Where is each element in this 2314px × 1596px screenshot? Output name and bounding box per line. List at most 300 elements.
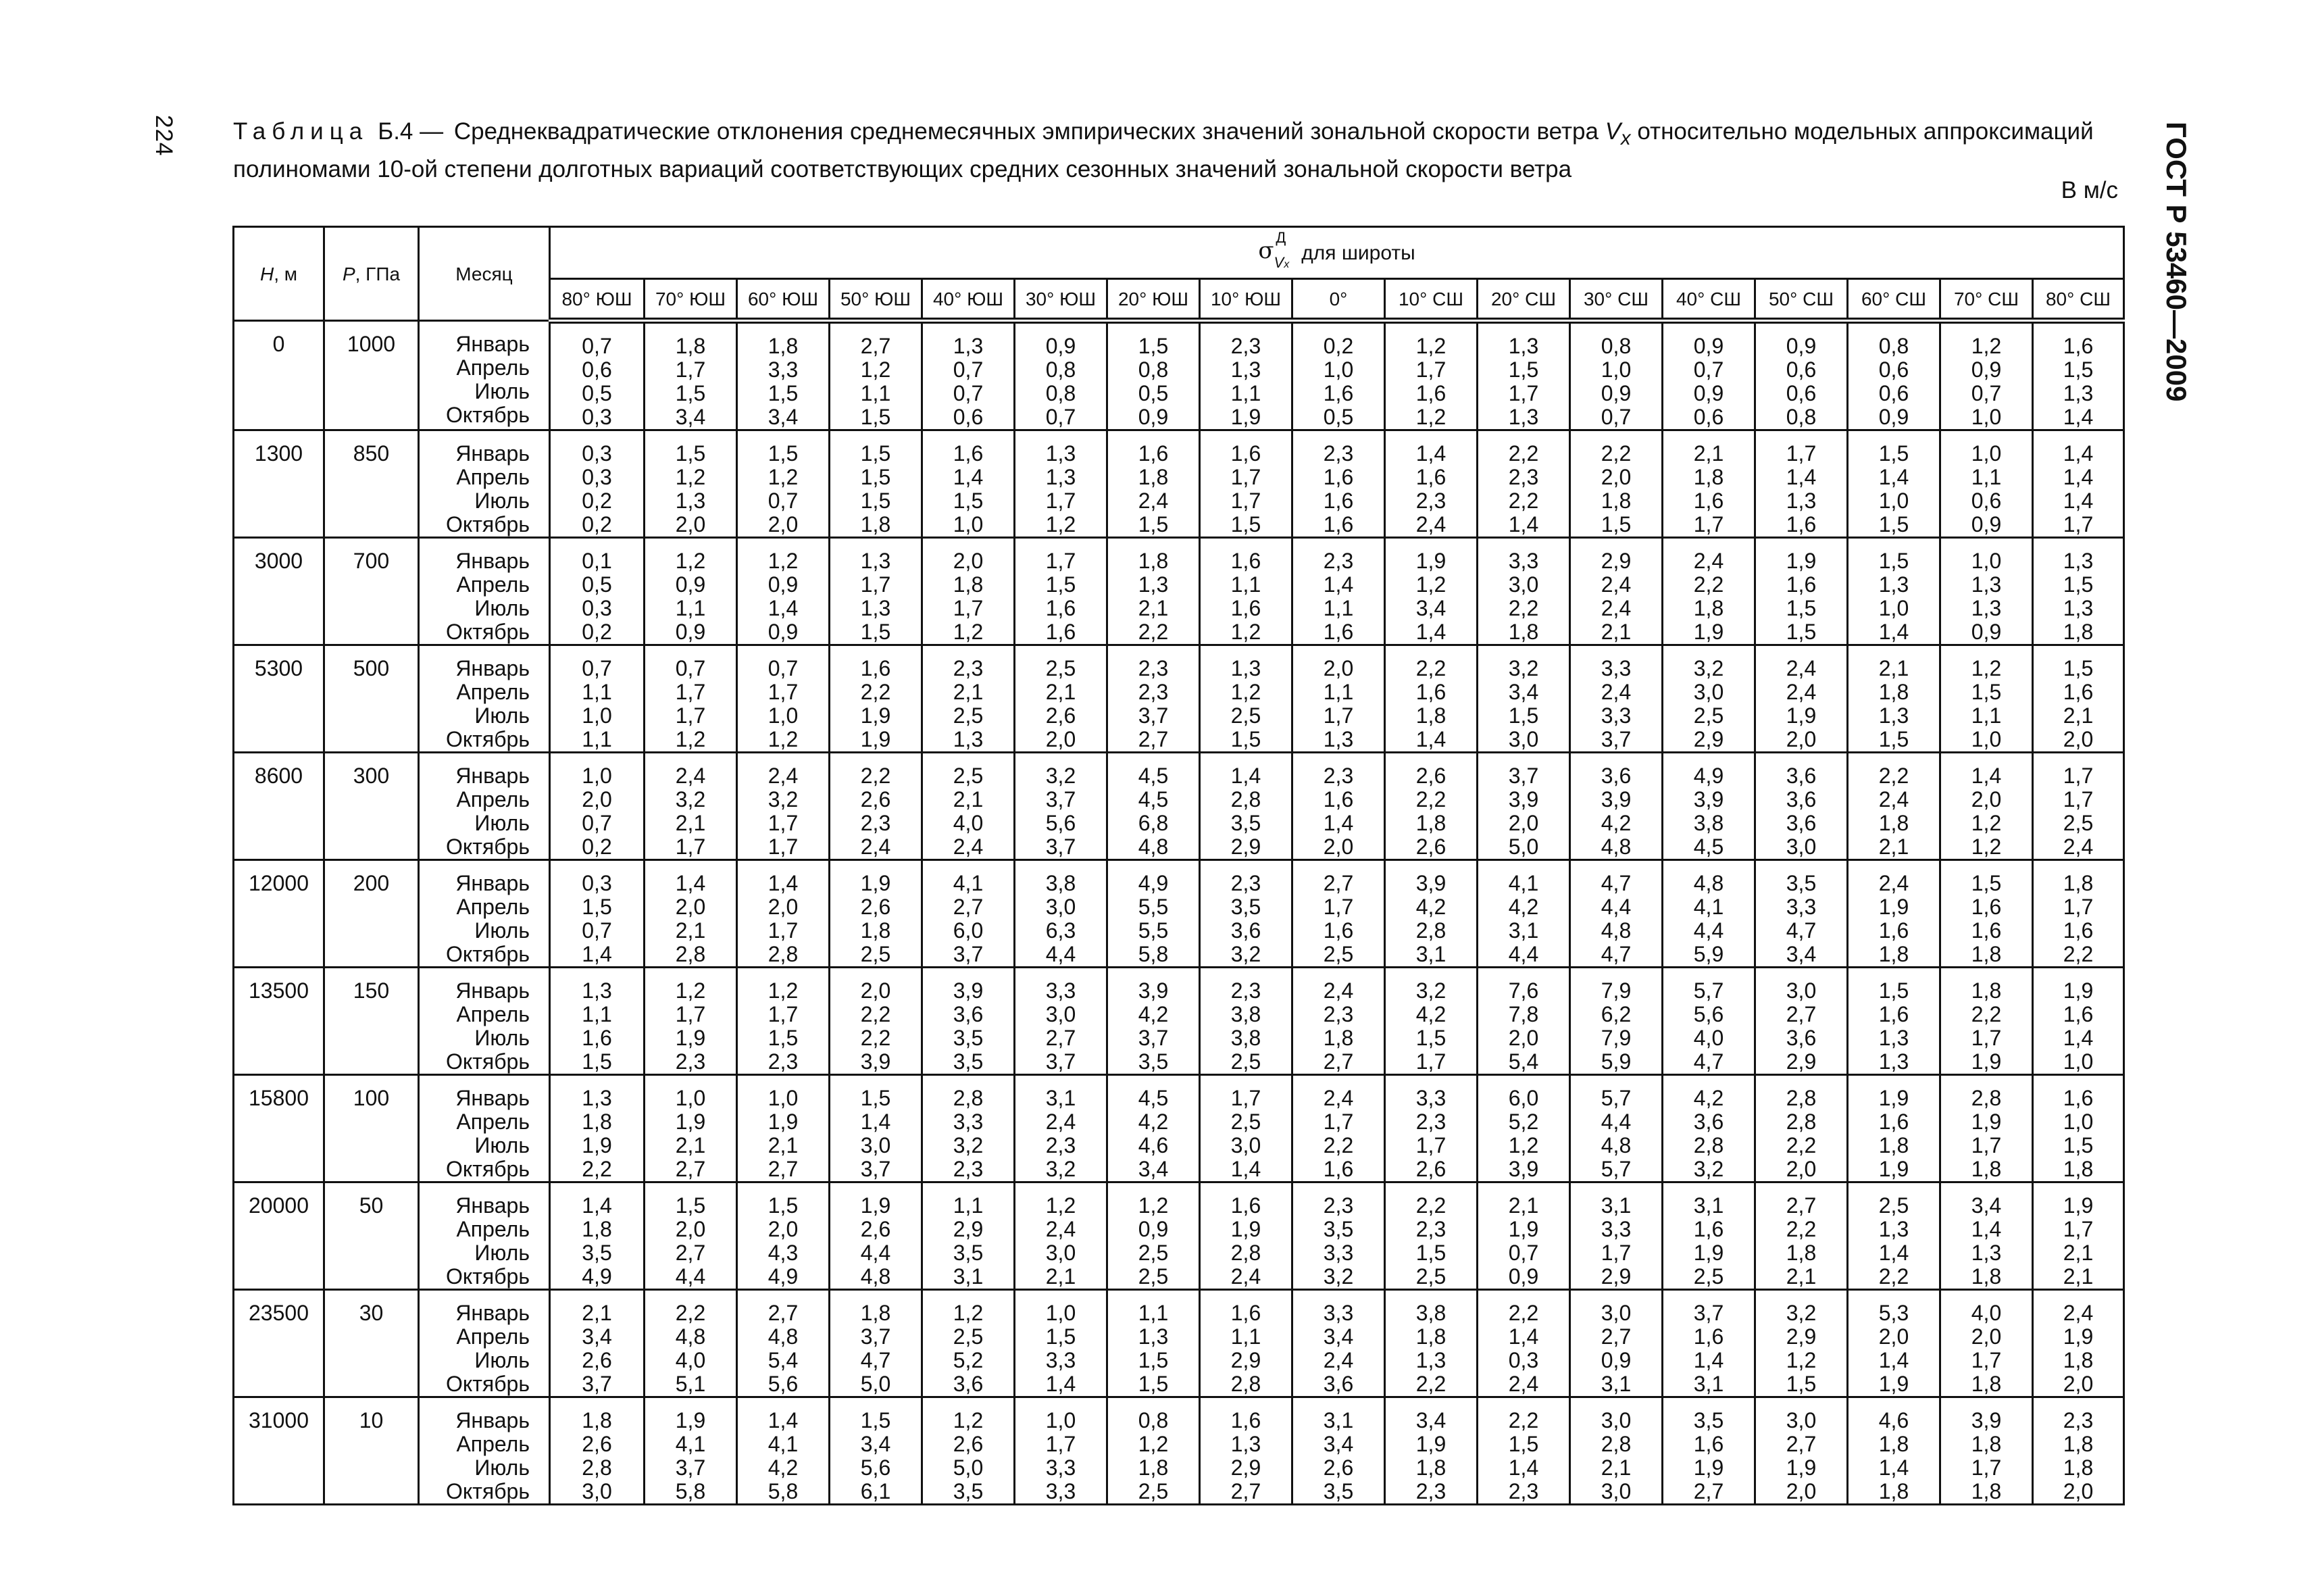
value: 1,7 (1323, 703, 1354, 728)
value-cell (1663, 860, 1755, 968)
value-cell (1478, 860, 1570, 968)
value: 3,2 (675, 787, 706, 812)
value-cell (1107, 321, 1200, 430)
value: 1,6 (2063, 1002, 2094, 1026)
value: 1,5 (860, 465, 891, 489)
value: 3,7 (1138, 1026, 1169, 1050)
value: 2,2 (1415, 1193, 1447, 1218)
data-table (232, 226, 2125, 1505)
value: 1,5 (953, 489, 984, 513)
value: 2,4 (2063, 834, 2094, 859)
value-cell (1663, 321, 1755, 430)
value: 0,2 (582, 489, 612, 513)
month-label: Апрель (456, 572, 530, 597)
value: 3,7 (953, 942, 984, 966)
value: 1,3 (1878, 703, 1909, 728)
value-cell (1570, 1182, 1663, 1290)
value: 0,5 (582, 572, 612, 597)
value: 1,2 (675, 465, 706, 489)
value: 3,4 (1971, 1193, 2002, 1218)
value: 2,1 (1045, 680, 1076, 704)
value-cell (1848, 1182, 1940, 1290)
value: 3,6 (1786, 764, 1817, 788)
height-cell: 23500 (234, 1290, 324, 1397)
value: 1,7 (1045, 1432, 1076, 1456)
value: 1,8 (1138, 549, 1169, 573)
value-cell (645, 430, 737, 538)
value-cell (922, 1075, 1015, 1182)
value: 2,5 (1230, 1109, 1261, 1134)
value: 4,1 (768, 1432, 799, 1456)
value: 1,5 (675, 441, 706, 466)
value: 3,5 (1138, 1049, 1169, 1074)
value: 5,7 (1601, 1157, 1632, 1181)
value: 1,8 (1971, 1372, 2002, 1396)
value: 1,1 (582, 680, 612, 704)
month-label: Июль (474, 703, 530, 728)
value-cell (1107, 968, 1200, 1075)
value: 1,8 (1878, 1479, 1909, 1503)
height-cell: 1300 (234, 430, 324, 538)
value: 2,2 (1138, 620, 1169, 644)
value: 1,8 (1415, 1455, 1447, 1480)
value: 1,5 (1138, 1348, 1169, 1372)
value: 1,3 (1415, 1348, 1447, 1372)
value: 1,8 (1323, 1026, 1354, 1050)
value: 1,5 (860, 1086, 891, 1110)
value-cell (2033, 968, 2124, 1075)
value: 3,0 (1786, 1408, 1817, 1432)
value-cell (2033, 753, 2124, 860)
value-cell (1200, 860, 1292, 968)
value: 1,7 (1230, 489, 1261, 513)
value-cell (1478, 538, 1570, 645)
value: 4,9 (1138, 871, 1169, 895)
value-cell (1385, 1182, 1478, 1290)
caption-variable: $V_x$ (1605, 118, 1631, 149)
value-cell (1663, 1075, 1755, 1182)
value: 1,4 (1508, 1455, 1539, 1480)
value: 5,0 (1508, 834, 1539, 859)
value-cell (1385, 1290, 1478, 1397)
value: 2,4 (1323, 1348, 1354, 1372)
month-label: Октябрь (445, 942, 530, 966)
value: 2,6 (1415, 1157, 1447, 1181)
value: 1,2 (1415, 405, 1447, 429)
value: 1,9 (675, 1408, 706, 1432)
value-cell (737, 321, 830, 430)
value-cell (830, 538, 922, 645)
value-cell (922, 968, 1015, 1075)
value: 4,4 (1601, 1109, 1632, 1134)
value: 1,6 (1786, 512, 1817, 537)
value: 3,7 (582, 1372, 612, 1396)
value: 1,5 (2063, 357, 2094, 382)
value-cell (737, 968, 830, 1075)
value-cell (1292, 1290, 1385, 1397)
value: 1,5 (1415, 1241, 1447, 1265)
value: 1,4 (768, 871, 799, 895)
value: 1,5 (860, 405, 891, 429)
value: 2,5 (2063, 811, 2094, 835)
value: 1,6 (1323, 620, 1354, 644)
value: 2,9 (1230, 1348, 1261, 1372)
value: 2,2 (1415, 787, 1447, 812)
value: 1,3 (953, 334, 984, 358)
value: 1,3 (1971, 572, 2002, 597)
value: 1,5 (1878, 549, 1909, 573)
value: 1,7 (1323, 895, 1354, 919)
value: 1,1 (953, 1193, 984, 1218)
value: 3,0 (582, 1479, 612, 1503)
header-latitude: 40° ЮШ (922, 279, 1015, 321)
value: 3,0 (1786, 834, 1817, 859)
value: 3,3 (1601, 1217, 1632, 1241)
value-cell (1940, 1182, 2033, 1290)
value: 3,5 (1230, 895, 1261, 919)
value: 1,2 (1230, 680, 1261, 704)
header-latitude: 30° СШ (1570, 279, 1663, 321)
value: 2,0 (768, 1217, 799, 1241)
value: 1,2 (675, 727, 706, 751)
value: 3,5 (1786, 871, 1817, 895)
month-label: Июль (474, 1348, 530, 1372)
value: 2,4 (1878, 787, 1909, 812)
value: 0,9 (768, 620, 799, 644)
value: 4,8 (768, 1324, 799, 1349)
value: 1,6 (1230, 1408, 1261, 1432)
value: 1,7 (768, 811, 799, 835)
value-cell (1015, 321, 1107, 430)
value: 2,2 (860, 1026, 891, 1050)
value-cell (1570, 645, 1663, 753)
value: 2,0 (953, 549, 984, 573)
value: 4,4 (860, 1241, 891, 1265)
value: 3,7 (860, 1324, 891, 1349)
value: 1,9 (582, 1133, 612, 1157)
value: 1,3 (1971, 596, 2002, 620)
value: 3,4 (1415, 1408, 1447, 1432)
value: 1,8 (1138, 465, 1169, 489)
value: 1,3 (675, 489, 706, 513)
month-cell (419, 753, 550, 860)
value: 2,7 (1786, 1002, 1817, 1026)
value: 1,5 (1786, 620, 1817, 644)
value: 3,1 (1601, 1372, 1632, 1396)
value: 1,7 (675, 1002, 706, 1026)
value: 1,4 (1878, 1241, 1909, 1265)
value: 0,9 (1693, 334, 1724, 358)
value: 5,0 (860, 1372, 891, 1396)
value: 1,2 (1508, 1133, 1539, 1157)
value: 1,6 (1878, 1109, 1909, 1134)
value: 1,9 (1230, 1217, 1261, 1241)
value: 2,4 (1786, 680, 1817, 704)
value-cell (1755, 1182, 1848, 1290)
value: 1,5 (768, 1026, 799, 1050)
value: 3,0 (1045, 1002, 1076, 1026)
value: 3,0 (1508, 727, 1539, 751)
value-cell (1292, 1182, 1385, 1290)
value: 0,8 (1138, 1408, 1169, 1432)
value: 1,4 (1878, 1348, 1909, 1372)
value: 3,5 (1693, 1408, 1724, 1432)
value: 1,6 (1230, 549, 1261, 573)
value: 2,1 (1045, 1264, 1076, 1289)
value: 1,6 (1323, 489, 1354, 513)
value: 0,7 (768, 489, 799, 513)
value: 3,0 (1601, 1301, 1632, 1325)
value: 1,7 (953, 596, 984, 620)
value: 1,3 (1138, 1324, 1169, 1349)
month-label: Октябрь (445, 727, 530, 751)
value: 1,1 (582, 1002, 612, 1026)
value-cell (1292, 968, 1385, 1075)
value-cell (1385, 968, 1478, 1075)
value: 1,8 (1971, 1432, 2002, 1456)
value: 3,3 (1045, 1455, 1076, 1480)
value: 2,4 (953, 834, 984, 859)
value: 0,1 (582, 549, 612, 573)
header-latitude: 70° ЮШ (645, 279, 737, 321)
value: 0,9 (1971, 512, 2002, 537)
value: 1,5 (675, 1193, 706, 1218)
value: 6,0 (1508, 1086, 1539, 1110)
standard-code: ГОСТ Р 53460—2009 (2161, 122, 2192, 402)
value: 7,6 (1508, 978, 1539, 1003)
value: 1,6 (1693, 489, 1724, 513)
value: 3,4 (1323, 1432, 1354, 1456)
value: 4,4 (1601, 895, 1632, 919)
value-cell (830, 1290, 922, 1397)
value: 1,1 (860, 381, 891, 405)
value: 3,2 (1693, 656, 1724, 680)
value: 1,9 (1786, 703, 1817, 728)
value-cell (645, 1075, 737, 1182)
value: 5,8 (768, 1479, 799, 1503)
value: 5,4 (768, 1348, 799, 1372)
value: 5,8 (675, 1479, 706, 1503)
pressure-cell: 1000 (324, 321, 419, 430)
value: 1,5 (2063, 1133, 2094, 1157)
value: 4,2 (1415, 895, 1447, 919)
value: 4,6 (1138, 1133, 1169, 1157)
value: 1,2 (675, 978, 706, 1003)
value: 1,2 (860, 357, 891, 382)
value-cell (2033, 321, 2124, 430)
value: 2,3 (1323, 1193, 1354, 1218)
value-cell (1015, 968, 1107, 1075)
value: 2,1 (1878, 834, 1909, 859)
value: 1,5 (1138, 334, 1169, 358)
height-cell: 15800 (234, 1075, 324, 1182)
header-latitude: 0° (1292, 279, 1385, 321)
value: 6,2 (1601, 1002, 1632, 1026)
value: 1,4 (1786, 465, 1817, 489)
value: 1,2 (1230, 620, 1261, 644)
value: 3,0 (1601, 1479, 1632, 1503)
value: 3,5 (582, 1241, 612, 1265)
month-label: Январь (455, 1301, 530, 1325)
value: 0,9 (1138, 1217, 1169, 1241)
table-row (234, 1397, 2124, 1505)
value-cell (1107, 645, 1200, 753)
value: 1,8 (1971, 978, 2002, 1003)
value: 2,1 (675, 1133, 706, 1157)
value: 3,3 (1323, 1301, 1354, 1325)
value: 2,3 (1230, 871, 1261, 895)
value: 1,8 (1415, 1324, 1447, 1349)
value-cell (1570, 430, 1663, 538)
header-latitude: 30° ЮШ (1015, 279, 1107, 321)
value: 0,9 (1693, 381, 1724, 405)
value: 2,2 (1878, 764, 1909, 788)
value: 1,4 (768, 1408, 799, 1432)
value: 2,2 (2063, 942, 2094, 966)
value: 4,4 (1508, 942, 1539, 966)
value-cell (737, 753, 830, 860)
month-label: Апрель (456, 1002, 530, 1026)
value: 1,4 (1971, 1217, 2002, 1241)
value: 1,0 (1971, 405, 2002, 429)
value: 3,5 (1323, 1479, 1354, 1503)
value-cell (1755, 645, 1848, 753)
value-cell (1663, 645, 1755, 753)
value: 4,2 (1601, 811, 1632, 835)
value-cell (1015, 1075, 1107, 1182)
value: 3,3 (1045, 1348, 1076, 1372)
value: 1,0 (1971, 441, 2002, 466)
month-label: Апрель (456, 1324, 530, 1349)
value: 1,8 (1971, 1264, 2002, 1289)
value: 1,7 (1230, 1086, 1261, 1110)
value: 1,2 (1786, 1348, 1817, 1372)
month-cell (419, 1075, 550, 1182)
value: 3,2 (1415, 978, 1447, 1003)
value: 1,5 (2063, 572, 2094, 597)
value: 3,4 (1138, 1157, 1169, 1181)
value-cell (1755, 538, 1848, 645)
value: 1,4 (1508, 1324, 1539, 1349)
month-label: Июль (474, 1026, 530, 1050)
value-cell (737, 430, 830, 538)
value: 1,1 (1230, 1324, 1261, 1349)
value: 1,9 (2063, 978, 2094, 1003)
value: 1,6 (1693, 1432, 1724, 1456)
value-cell (1200, 538, 1292, 645)
month-label: Июль (474, 918, 530, 943)
value: 1,8 (1878, 680, 1909, 704)
value-cell (1570, 1290, 1663, 1397)
value: 4,7 (1601, 871, 1632, 895)
value: 2,9 (953, 1217, 984, 1241)
value: 1,3 (1508, 405, 1539, 429)
value: 2,0 (1045, 727, 1076, 751)
value: 3,7 (1045, 834, 1076, 859)
month-cell (419, 645, 550, 753)
value: 1,1 (1230, 572, 1261, 597)
height-cell: 3000 (234, 538, 324, 645)
value: 2,3 (1415, 489, 1447, 513)
value: 2,0 (1508, 1026, 1539, 1050)
value: 1,4 (1971, 764, 2002, 788)
value: 0,9 (1971, 357, 2002, 382)
value-cell (1200, 645, 1292, 753)
value: 1,5 (860, 620, 891, 644)
value: 2,8 (1415, 918, 1447, 943)
value-cell (1848, 968, 1940, 1075)
value: 2,1 (953, 680, 984, 704)
value: 2,8 (1786, 1086, 1817, 1110)
value: 2,6 (1045, 703, 1076, 728)
value: 2,5 (860, 942, 891, 966)
value: 1,4 (1323, 811, 1354, 835)
value: 1,1 (1971, 703, 2002, 728)
month-label: Июль (474, 489, 530, 513)
value: 1,4 (582, 1193, 612, 1218)
value-cell (1940, 968, 2033, 1075)
month-cell (419, 1290, 550, 1397)
value-cell (1292, 645, 1385, 753)
value: 2,8 (1786, 1109, 1817, 1134)
value: 3,2 (1230, 942, 1261, 966)
latitude-label: для широты (1301, 241, 1415, 264)
value: 3,1 (953, 1264, 984, 1289)
value-cell (830, 860, 922, 968)
value: 2,1 (1508, 1193, 1539, 1218)
value: 3,9 (953, 978, 984, 1003)
value: 2,7 (860, 334, 891, 358)
table-caption (233, 116, 2118, 185)
value: 1,1 (1230, 381, 1261, 405)
value: 1,7 (1971, 1026, 2002, 1050)
table-row (234, 321, 2124, 430)
value: 2,7 (1323, 1049, 1354, 1074)
value: 4,1 (1693, 895, 1724, 919)
value: 2,0 (2063, 1479, 2094, 1503)
value-cell (922, 860, 1015, 968)
value-cell (922, 1397, 1015, 1505)
value-cell (550, 430, 645, 538)
value: 0,9 (1138, 405, 1169, 429)
value: 4,9 (768, 1264, 799, 1289)
value: 1,9 (2063, 1324, 2094, 1349)
value: 1,8 (1878, 942, 1909, 966)
value-cell (1292, 753, 1385, 860)
value-cell (1107, 753, 1200, 860)
value: 2,2 (1508, 1408, 1539, 1432)
value: 3,8 (1230, 1026, 1261, 1050)
value: 1,2 (768, 465, 799, 489)
value: 1,5 (1786, 1372, 1817, 1396)
value: 3,4 (675, 405, 706, 429)
month-label: Октябрь (445, 834, 530, 859)
value: 0,8 (1045, 381, 1076, 405)
value: 2,5 (1138, 1264, 1169, 1289)
value: 3,0 (1045, 1241, 1076, 1265)
month-label: Январь (455, 871, 530, 895)
value: 1,9 (1786, 549, 1817, 573)
value: 2,7 (1693, 1479, 1724, 1503)
value: 2,3 (1415, 1109, 1447, 1134)
value-cell (1292, 860, 1385, 968)
value-cell (737, 1182, 830, 1290)
value: 2,0 (1878, 1324, 1909, 1349)
value: 2,3 (1138, 656, 1169, 680)
value: 1,4 (582, 942, 612, 966)
value: 2,5 (1693, 1264, 1724, 1289)
value: 1,8 (1508, 620, 1539, 644)
